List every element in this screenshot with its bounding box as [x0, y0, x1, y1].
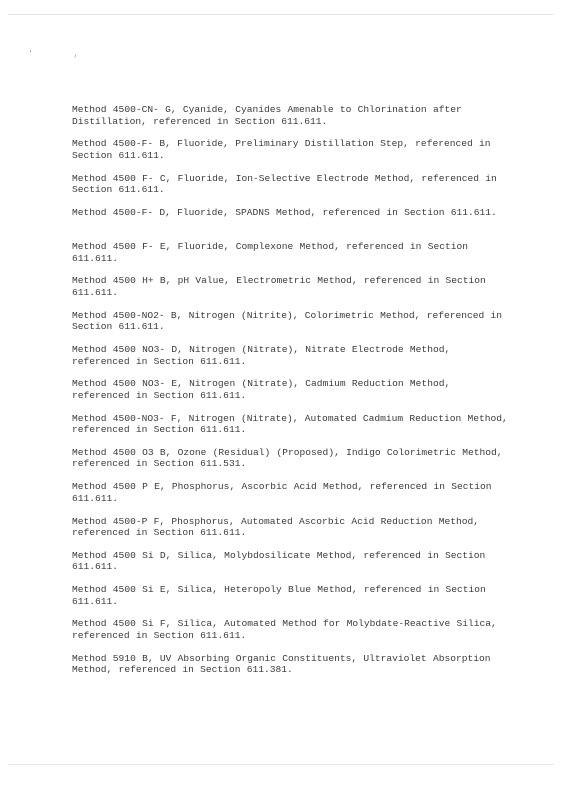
list-item: Method 4500 O3 B, Ozone (Residual) (Proposed), Indigo Colorimetric Method, referenced in Section 611.531.	[72, 446, 503, 470]
list-item: Method 4500-NO3- F, Nitrogen (Nitrate), Automated Cadmium Reduction Method, referenced in Section 611.611.	[72, 412, 508, 436]
method-reference-list	[72, 104, 512, 687]
list-item: Method 4500 NO3- D, Nitrogen (Nitrate), Nitrate Electrode Method, referenced in Section 611.611.	[72, 344, 451, 367]
list-item: Method 4500-F- B, Fluoride, Preliminary Distillation Step, referenced in Section 611.611.	[72, 138, 491, 161]
list-item: Method 4500-F- D, Fluoride, SPADNS Method, referenced in Section 611.611.	[72, 206, 497, 218]
list-item: Method 4500 H+ B, pH Value, Electrometric Method, referenced in Section 611.611.	[72, 275, 486, 298]
list-item: Method 5910 B, UV Absorbing Organic Constituents, Ultraviolet Absorption Method, referenced in Section 611.381.	[72, 652, 491, 676]
scan-top-edge	[8, 14, 554, 15]
list-item: Method 4500-NO2- B, Nitrogen (Nitrite), Colorimetric Method, referenced in Section 611.611.	[72, 309, 503, 333]
list-item: Method 4500 Si D, Silica, Molybdosilicate Method, referenced in Section 611.611.	[72, 549, 486, 573]
list-item: Method 4500-CN- G, Cyanide, Cyanides Amenable to Chlorination after Distillation, referenced in Section 611.611.	[72, 104, 462, 127]
list-item: Method 4500 Si F, Silica, Automated Method for Molybdate-Reactive Silica, referenced in Section 611.611.	[72, 618, 497, 641]
scan-bottom-edge	[8, 764, 554, 765]
margin-marks: ' ,	[28, 50, 97, 59]
list-item: Method 4500 Si E, Silica, Heteropoly Blue Method, referenced in Section 611.611.	[72, 584, 486, 607]
list-item: Method 4500 P E, Phosphorus, Ascorbic Acid Method, referenced in Section 611.611.	[72, 481, 492, 504]
list-item: Method 4500-P F, Phosphorus, Automated Ascorbic Acid Reduction Method, referenced in Section 611.611.	[72, 515, 480, 539]
list-item: Method 4500 F- C, Fluoride, Ion-Selective Electrode Method, referenced in Section 611.611.	[72, 172, 497, 196]
list-item: Method 4500 F- E, Fluoride, Complexone Method, referenced in Section 611.611.	[72, 241, 468, 264]
list-item: Method 4500 NO3- E, Nitrogen (Nitrate), Cadmium Reduction Method, referenced in Section 611.611.	[72, 378, 451, 401]
